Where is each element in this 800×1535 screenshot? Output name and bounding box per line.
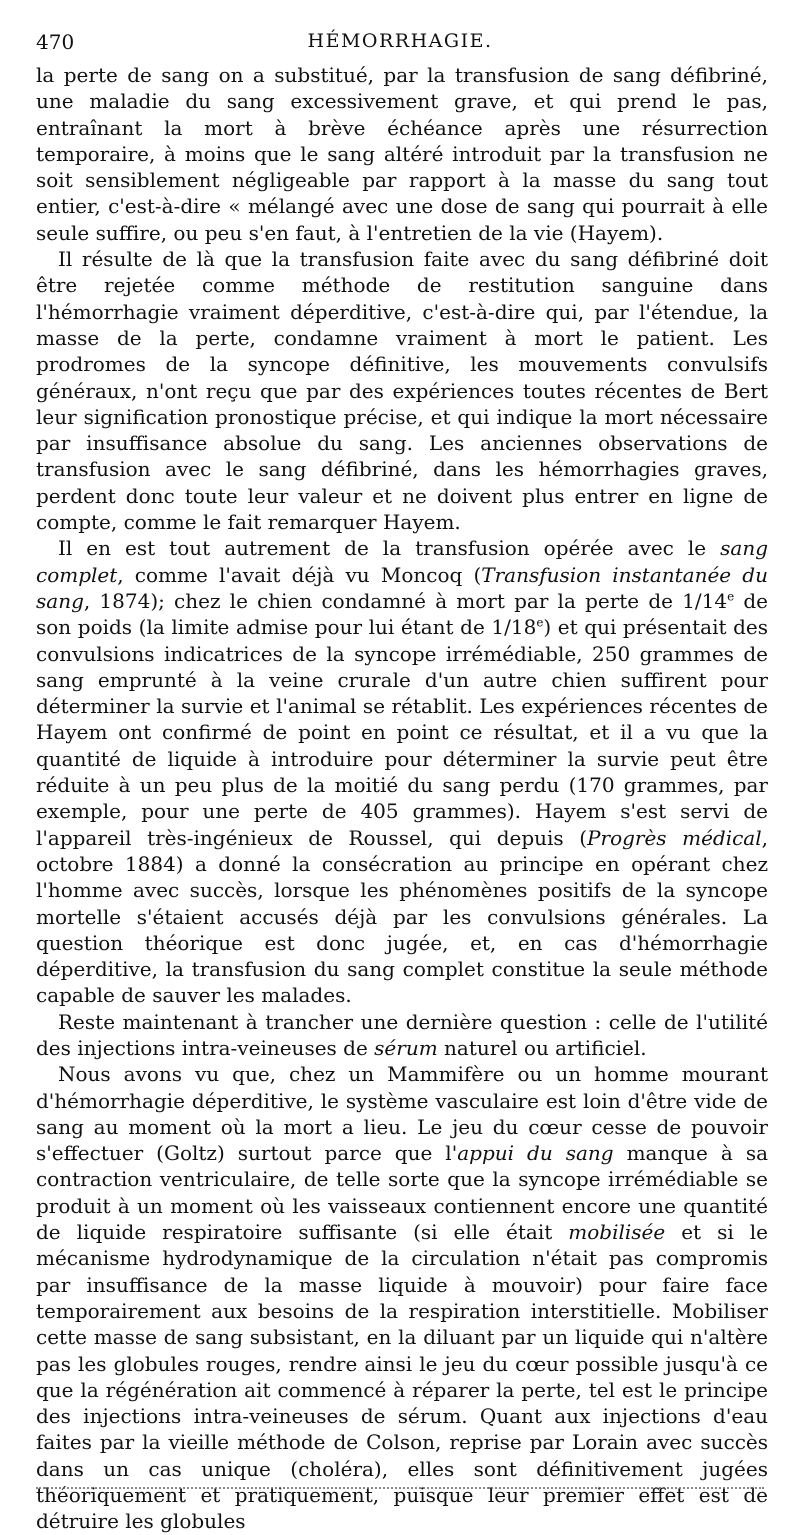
text-run: Nous avons vu que, chez un Mammifère ou un homme mourant d'hémorrhagie déperditive, le système vasculaire est loin d'être vide de sang au moment où la mort a lieu. Le jeu du cœur cesse de pouvoir s'effectuer (Goltz) surtout parce que l' (36, 1062, 768, 1166)
text-run: Il résulte de là que la transfusion faite avec du sang défibriné doit être rejetée comme méthode de restitution sanguine dans l'hémorrhagie vraiment déperditive, c'est-à-dire qui, par l'étendue, la masse de la perte, condamne vraiment à mort le patient. Les prodromes de la syncope définitive, les mouvements convulsifs généraux, n'ont reçu que par des expériences toutes récentes de Bert leur signification pronostique précise, et qui indique la mort nécessaire par insuffisance absolue du sang. Les anciennes observations de transfusion avec le sang défibriné, dans les hémorrhagies graves, perdent donc toute leur valeur et ne doivent plus entrer en ligne de compte, comme le fait remarquer Hayem. (36, 247, 768, 535)
text-run: naturel ou artificiel. (437, 1035, 647, 1060)
text-run: , 1874); chez le chien condamné à mort par la perte de 1/14 (83, 588, 728, 613)
paragraph-5 (36, 1061, 768, 1534)
running-title: HÉMORRHAGIE. (307, 30, 493, 52)
paragraph-2 (36, 246, 768, 535)
paragraph-4 (36, 1009, 768, 1062)
text-run: et si le mécanisme hydrodynamique de la circulation n'était pas compromis par insuffisance de la masse liquide à mouvoir) pour faire face temporairement aux besoins de la respiration interstitielle. Mobiliser cette masse de sang subsistant, en la diluant par un liquide qui n'altère pas les globules rouges, rendre ainsi le jeu du cœur possible jusqu'à ce que la régénération ait commencé à réparer la perte, tel est le principe des injections intra-veineuses de sérum. Quant aux injections d'eau faites par la vieille méthode de Colson, reprise par Lorain avec succès dans un cas unique (choléra), elles sont définitivement jugées théoriquement et pratiquement, puisque leur premier effet est de détruire les globules (36, 1220, 769, 1534)
italic-text: Progrès médical (587, 825, 762, 850)
paragraph-3 (36, 535, 768, 1008)
italic-text: Transfusion instantanée du sang (36, 562, 768, 613)
italic-text: sang complet (36, 536, 768, 587)
text-run: ) et qui présentait des convulsions indicatrices de la syncope irrémédiable, 250 grammes de sang emprunté à la veine crurale d'un autre chien suffirent pour déterminer la survie et l'animal se rétablit. Les expériences récentes de Hayem ont confirmé de point en point ce résultat, et il a vu que la quantité de liquide à introduire pour déterminer la survie peut être réduite à un peu plus de la moitié du sang perdu (170 grammes, par exemple, pour une perte de 405 grammes). Hayem s'est servi de l'appareil très-ingénieux de Roussel, qui depuis ( (36, 615, 768, 850)
text-run: manque à sa contraction ventriculaire, de telle sorte que la syncope irrémédiable se produit à un moment où les vaisseaux contiennent encore une quantité de liquide respiratoire suffisante (si elle était (36, 1141, 769, 1245)
footer-dotted-rule (36, 1487, 764, 1491)
italic-text: appui du sang (457, 1141, 614, 1166)
paragraph-1 (36, 62, 768, 246)
text-run: Reste maintenant à trancher une dernière question : celle de l'utilité des injections intra-veineuses de (36, 1009, 768, 1060)
text-run: Il en est tout autrement de la transfusion opérée avec le (58, 536, 721, 561)
superscript-text: e (536, 615, 544, 630)
italic-text: mobilisée (568, 1220, 666, 1245)
page-number: 470 (36, 30, 75, 54)
text-run: la perte de sang on a substitué, par la transfusion de sang défibriné, une maladie du sang excessivement grave, et qui prend le pas, entraînant la mort à brève échéance après une résurrection temporaire, à moins que le sang altéré introduit par la transfusion ne soit sensiblement négligeable par rapport à la masse du sang tout entier, c'est-à-dire « mélangé avec une dose de sang qui pourrait à elle seule suffire, ou peu s'en faut, à l'entretien de la vie (Hayem). (36, 63, 768, 245)
superscript-text: e (727, 589, 735, 604)
body-text (36, 62, 768, 1535)
text-run: , octobre 1884) a donné la consécration au principe en opérant chez l'homme avec succès, lorsque les phénomènes positifs de la syncope mortelle s'étaient accusés déjà par les convulsions générales. La question théorique est donc jugée, et, en cas d'hémorrhagie déperditive, la transfusion du sang complet constitue la seule méthode capable de sauver les malades. (36, 825, 768, 1008)
text-run: de son poids (la limite admise pour lui étant de 1/18 (36, 588, 768, 640)
italic-text: sérum (374, 1035, 438, 1060)
text-run: , comme l'avait déjà vu Moncoq ( (117, 562, 482, 587)
page-header (36, 30, 764, 58)
